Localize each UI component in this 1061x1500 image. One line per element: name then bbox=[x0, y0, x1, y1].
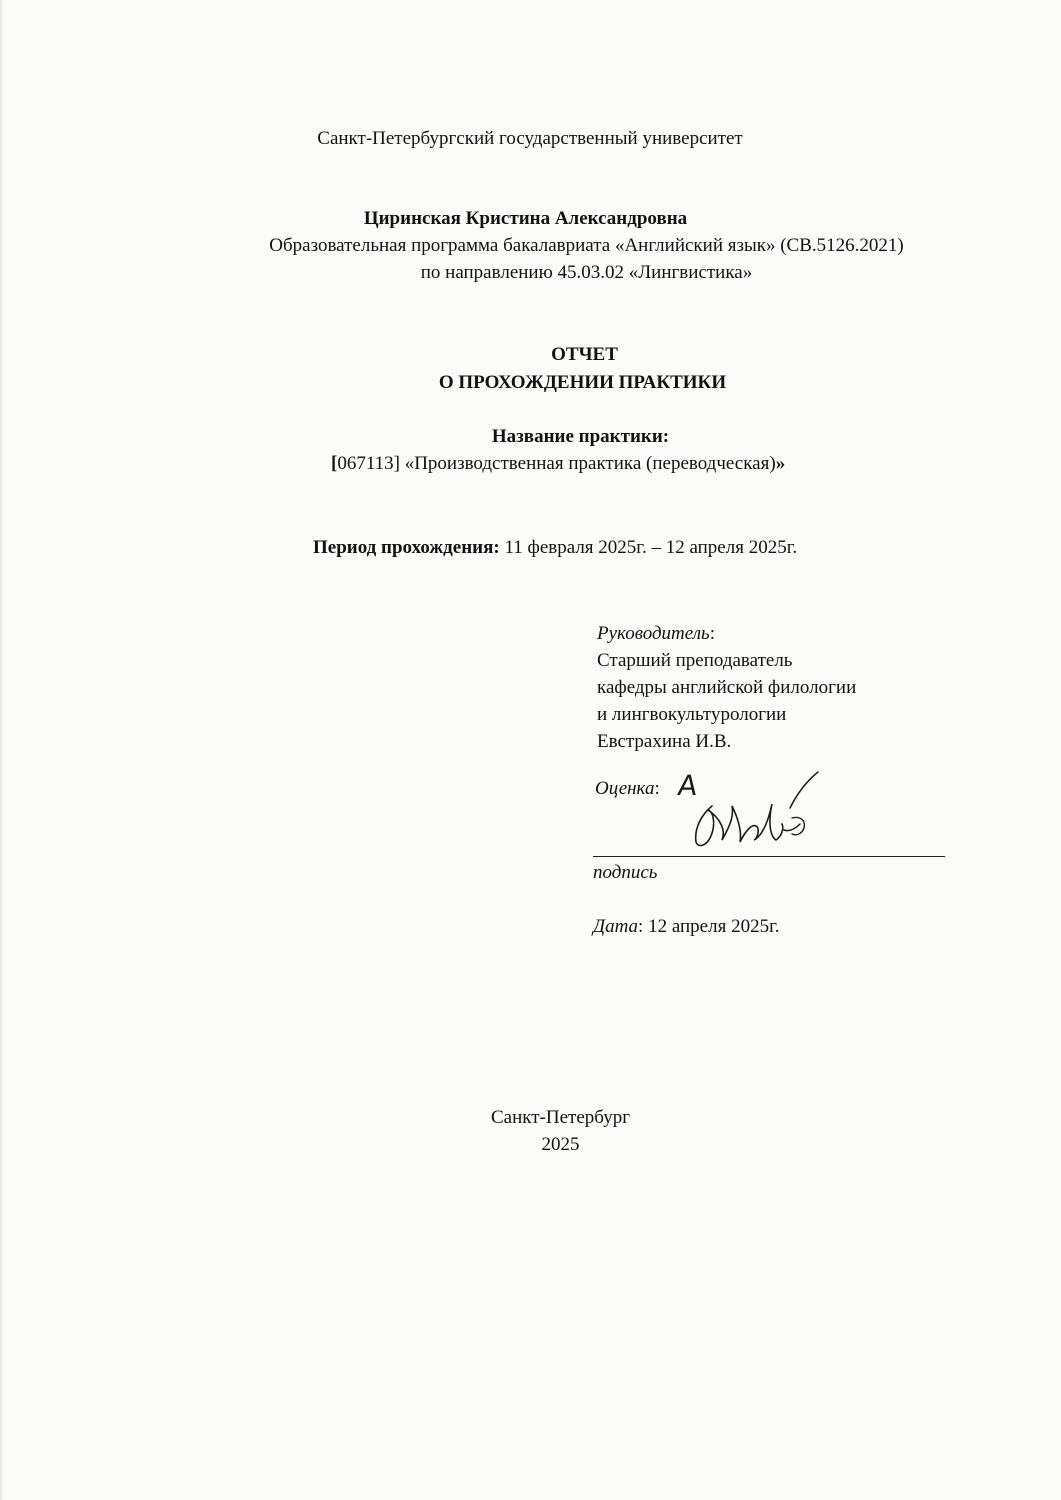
signature-line bbox=[593, 856, 945, 857]
grade-label: Оценка bbox=[595, 778, 655, 799]
period-label: Период прохождения: bbox=[313, 537, 500, 558]
date-value: : 12 апреля 2025г. bbox=[638, 916, 780, 937]
program-line: Образовательная программа бакалавриата «Английский язык» (СВ.5126.2021) bbox=[269, 235, 904, 256]
supervisor-label-colon: : bbox=[709, 623, 715, 644]
supervisor-position-line2: кафедры английской филологии bbox=[597, 677, 857, 698]
report-title-line2: О ПРОХОЖДЕНИИ ПРАКТИКИ bbox=[438, 372, 727, 393]
supervisor-position-line3: и лингвокультурологии bbox=[597, 704, 787, 725]
handwritten-signature bbox=[672, 766, 832, 856]
signature-stroke-main bbox=[696, 804, 783, 845]
practice-closing-quote: » bbox=[775, 453, 786, 474]
grade-label-colon: : bbox=[654, 778, 660, 799]
practice-bracket: [ bbox=[331, 453, 338, 474]
footer-year: 2025 bbox=[541, 1134, 580, 1155]
signature-stroke-tail bbox=[784, 824, 800, 831]
report-title-line1: ОТЧЕТ bbox=[551, 344, 618, 365]
practice-name: 067113] «Производственная практика (переводческая) bbox=[337, 453, 776, 474]
supervisor-position-line1: Старший преподаватель bbox=[597, 650, 793, 671]
practice-label: Название практики: bbox=[491, 426, 670, 447]
footer-city: Санкт-Петербург bbox=[490, 1107, 630, 1128]
signature-stroke-flourish bbox=[790, 772, 818, 808]
date-label: Дата bbox=[593, 916, 639, 937]
date-line bbox=[593, 916, 779, 938]
signature-caption: подпись bbox=[593, 862, 658, 883]
handwritten-grade: A bbox=[675, 769, 700, 802]
supervisor-name: Евстрахина И.В. bbox=[597, 731, 732, 752]
supervisor-label: Руководитель bbox=[597, 623, 710, 644]
supervisor-label-line bbox=[597, 623, 715, 645]
period-line bbox=[313, 537, 797, 559]
student-name: Циринская Кристина Александровна bbox=[363, 208, 688, 229]
period-value: 11 февраля 2025г. – 12 апреля 2025г. bbox=[499, 537, 798, 558]
grade-line bbox=[595, 778, 660, 800]
university-name: Санкт-Петербургский государственный университет bbox=[317, 128, 743, 149]
practice-name-line bbox=[331, 453, 785, 475]
direction-line: по направлению 45.03.02 «Лингвистика» bbox=[420, 262, 753, 283]
